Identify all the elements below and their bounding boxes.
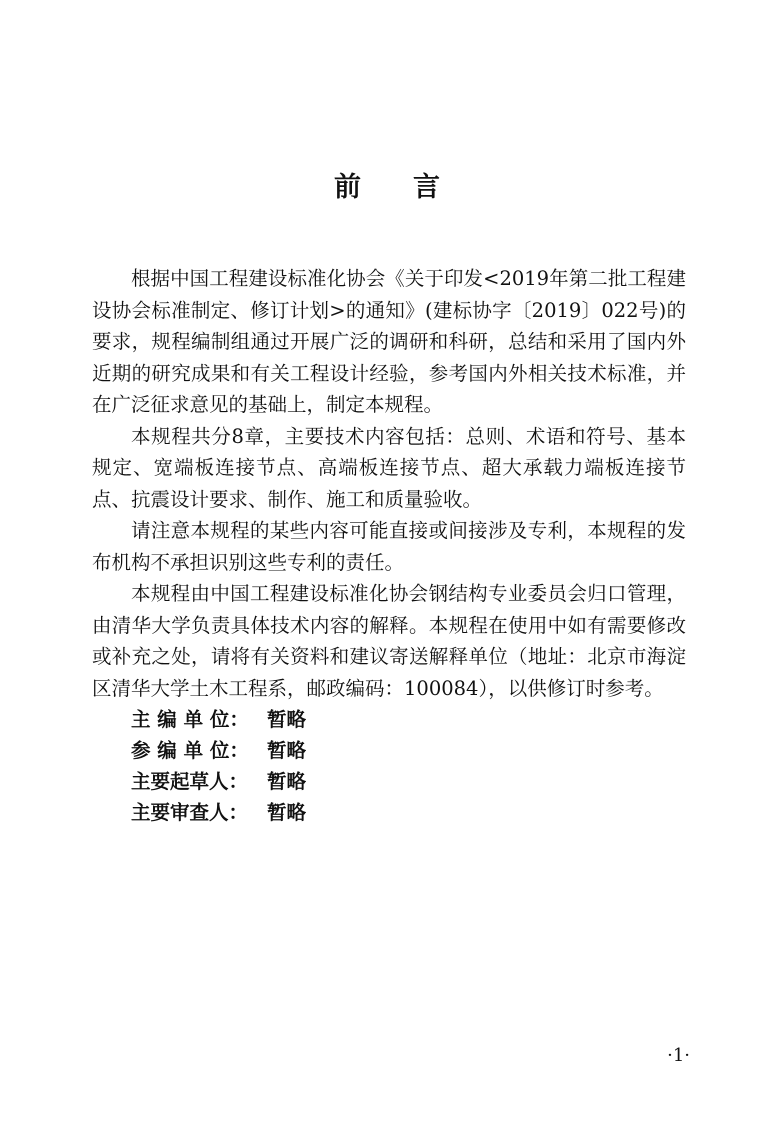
roster-row-chief-editor-unit xyxy=(92,704,686,735)
roster-row-participating-unit xyxy=(92,735,686,766)
roster-label: 主 编 单 位： xyxy=(131,708,249,731)
roster-list xyxy=(92,704,686,828)
roster-label: 主要起草人： xyxy=(131,770,249,793)
roster-value: 暂略 xyxy=(267,739,307,762)
paragraph-contents: 本规程共分8章，主要技术内容包括：总则、术语和符号、基本规定、宽端板连接节点、高端板连接节点、超大承载力端板连接节点、抗震设计要求、制作、施工和质量验收。 xyxy=(92,424,686,511)
paragraph-background: 根据中国工程建设标准化协会《关于印发<2019年第二批工程建设协会标准制定、修订计划>的通知》(建标协字〔2019〕022号)的要求，规程编制组通过开展广泛的调研和科研，总结和采用了国内外近期的研究成果和有关工程设计经验，参考国内外相关技术标准，并在广泛征求意见的基础上，制定本规程。 xyxy=(92,267,686,416)
roster-label: 参 编 单 位： xyxy=(131,739,249,762)
roster-value: 暂略 xyxy=(267,708,307,731)
roster-label: 主要审查人： xyxy=(131,801,249,824)
roster-row-main-drafters xyxy=(92,766,686,797)
paragraph-patent-notice: 请注意本规程的某些内容可能直接或间接涉及专利，本规程的发布机构不承担识别这些专利的责任。 xyxy=(92,519,686,574)
preface-body xyxy=(92,263,686,828)
roster-row-main-reviewers xyxy=(92,797,686,828)
page-number: ·1· xyxy=(667,1045,690,1066)
paragraph-administration: 本规程由中国工程建设标准化协会钢结构专业委员会归口管理，由清华大学负责具体技术内容的解释。本规程在使用中如有需要修改或补充之处，请将有关资料和建议寄送解释单位（地址：北京市海淀区清华大学土木工程系，邮政编码：100084），以供修订时参考。 xyxy=(92,582,686,700)
page-title: 前言 xyxy=(334,172,492,203)
roster-value: 暂略 xyxy=(267,801,307,824)
roster-value: 暂略 xyxy=(267,770,307,793)
